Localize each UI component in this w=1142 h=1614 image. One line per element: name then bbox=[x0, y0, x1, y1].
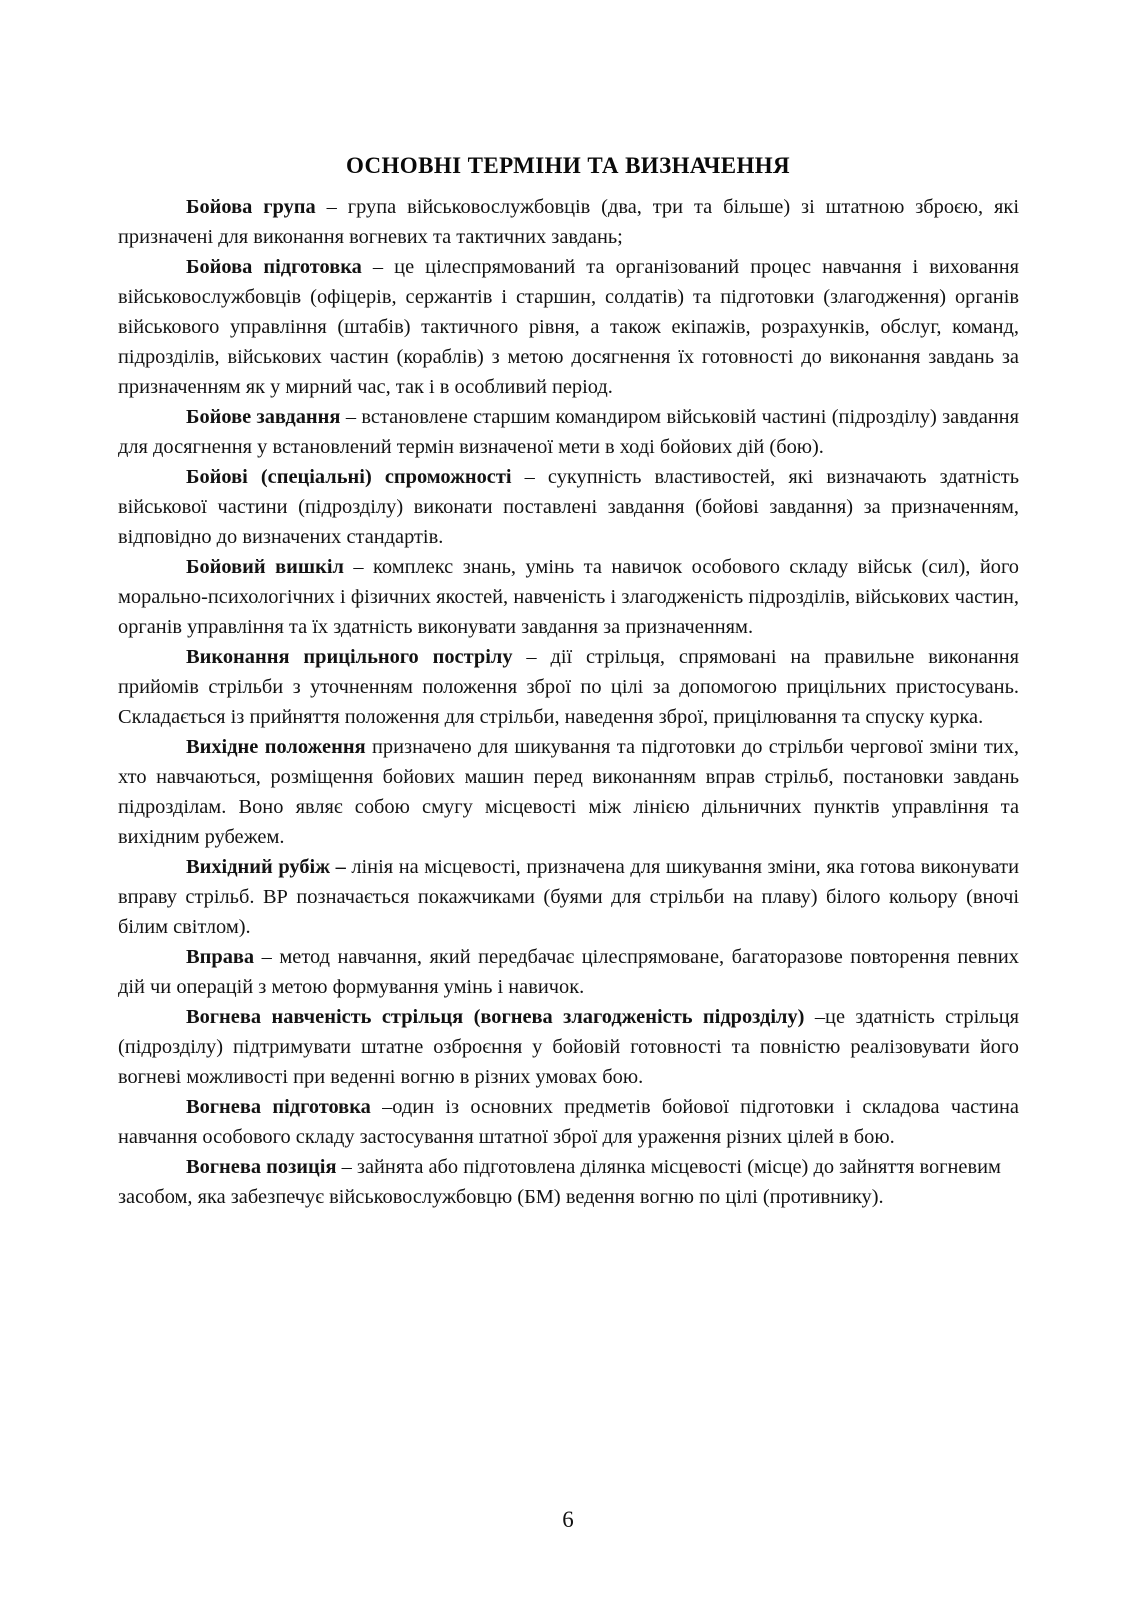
definition-term: Вогнева підготовка bbox=[186, 1096, 371, 1118]
definition-text: –це здатність стрільця (підрозділу) підтримувати штатне озброєння у бойовій готовності та повністю реалізовувати його вогневі можливості при веденні вогню в різних умовах бою. bbox=[118, 1006, 1019, 1088]
definition-paragraph bbox=[118, 1092, 1019, 1152]
page-number: 6 bbox=[562, 1507, 574, 1532]
definition-text: – сукупність властивостей, які визначають здатність військової частини (підрозділу) виконати поставлені завдання (бойові завдання) за призначенням, відповідно до визначених стандартів. bbox=[118, 466, 1019, 548]
definition-text: – зайнята або підготовлена ділянка місцевості (місце) до зайняття вогневим засобом, яка забезпечує військовослужбовцю (БМ) ведення вогню по цілі (противнику). bbox=[118, 1156, 1001, 1208]
definition-paragraph bbox=[118, 852, 1019, 942]
definition-term: Бойова група bbox=[186, 196, 316, 218]
definition-term: Бойовий вишкіл bbox=[186, 556, 344, 578]
definition-paragraph bbox=[118, 252, 1019, 402]
definition-text: – це цілеспрямований та організований процес навчання і виховання військовослужбовців (офіцерів, сержантів і старшин, солдатів) та підготовки (злагодження) органів військового управління (штабів) тактичного рівня, а також екіпажів, розрахунків, обслуг, команд, підрозділів, військових частин (кораблів) з метою досягнення їх готовності до виконання завдань за призначенням як у мирний час, так і в особливий період. bbox=[118, 256, 1019, 398]
definition-paragraph bbox=[118, 402, 1019, 462]
definition-term: Бойові (спеціальні) спроможності bbox=[186, 466, 512, 488]
definition-term: Виконання прицільного пострілу bbox=[186, 646, 513, 668]
definition-text: лінія на місцевості, призначена для шикування зміни, яка готова виконувати вправу стрільб. ВР позначається покажчиками (буями для стрільби на плаву) білого кольору (вночі білим світлом). bbox=[118, 856, 1019, 938]
definition-paragraph bbox=[118, 1152, 1019, 1212]
definition-text: –один із основних предметів бойової підготовки і складова частина навчання особового складу застосування штатної зброї для ураження різних цілей в бою. bbox=[118, 1096, 1019, 1148]
definition-paragraph bbox=[118, 942, 1019, 1002]
page-title: ОСНОВНІ ТЕРМІНИ ТА ВИЗНАЧЕННЯ bbox=[345, 153, 791, 179]
definition-paragraph bbox=[118, 642, 1019, 732]
definition-term: Вогнева навченість стрільця (вогнева злагодженість підрозділу) bbox=[186, 1006, 805, 1028]
definition-text: – встановлене старшим командиром військовій частині (підрозділу) завдання для досягнення у встановлений термін визначеної мети в ході бойових дій (бою). bbox=[118, 406, 1019, 458]
definition-term: Вихідне положення bbox=[186, 736, 366, 758]
definition-text: – дії стрільця, спрямовані на правильне виконання прийомів стрільби з уточненням положення зброї по цілі за допомогою прицільних пристосувань. Складається із прийняття положення для стрільби, наведення зброї, прицілювання та спуску курка. bbox=[118, 646, 1019, 728]
definition-text: – метод навчання, який передбачає цілеспрямоване, багаторазове повторення певних дій чи операцій з метою формування умінь і навичок. bbox=[118, 946, 1019, 998]
definition-paragraph bbox=[118, 552, 1019, 642]
definition-paragraph bbox=[118, 732, 1019, 852]
definition-term: Бойове завдання bbox=[186, 406, 341, 428]
definition-paragraph bbox=[118, 462, 1019, 552]
definition-paragraph bbox=[118, 192, 1019, 252]
definition-text: – група військовослужбовців (два, три та більше) зі штатною зброєю, які призначені для виконання вогневих та тактичних завдань; bbox=[118, 196, 1019, 248]
document-body bbox=[118, 192, 1019, 1212]
definition-term: Бойова підготовка bbox=[186, 256, 362, 278]
definition-term: Вогнева позиція bbox=[186, 1156, 337, 1178]
definition-paragraph bbox=[118, 1002, 1019, 1092]
definition-text: – комплекс знань, умінь та навичок особового складу військ (сил), його морально-психологічних і фізичних якостей, навченість і злагодженість підрозділів, військових частин, органів управління та їх здатність виконувати завдання за призначенням. bbox=[118, 556, 1019, 638]
definition-term: Вихідний рубіж – bbox=[186, 856, 346, 878]
definition-text: призначено для шикування та підготовки до стрільби чергової зміни тих, хто навчаються, розміщення бойових машин перед виконанням вправ стрільб, постановки завдань підрозділам. Воно являє собою смугу місцевості між лінією дільничних пунктів управління та вихідним рубежем. bbox=[118, 736, 1019, 848]
definition-term: Вправа bbox=[186, 946, 255, 968]
